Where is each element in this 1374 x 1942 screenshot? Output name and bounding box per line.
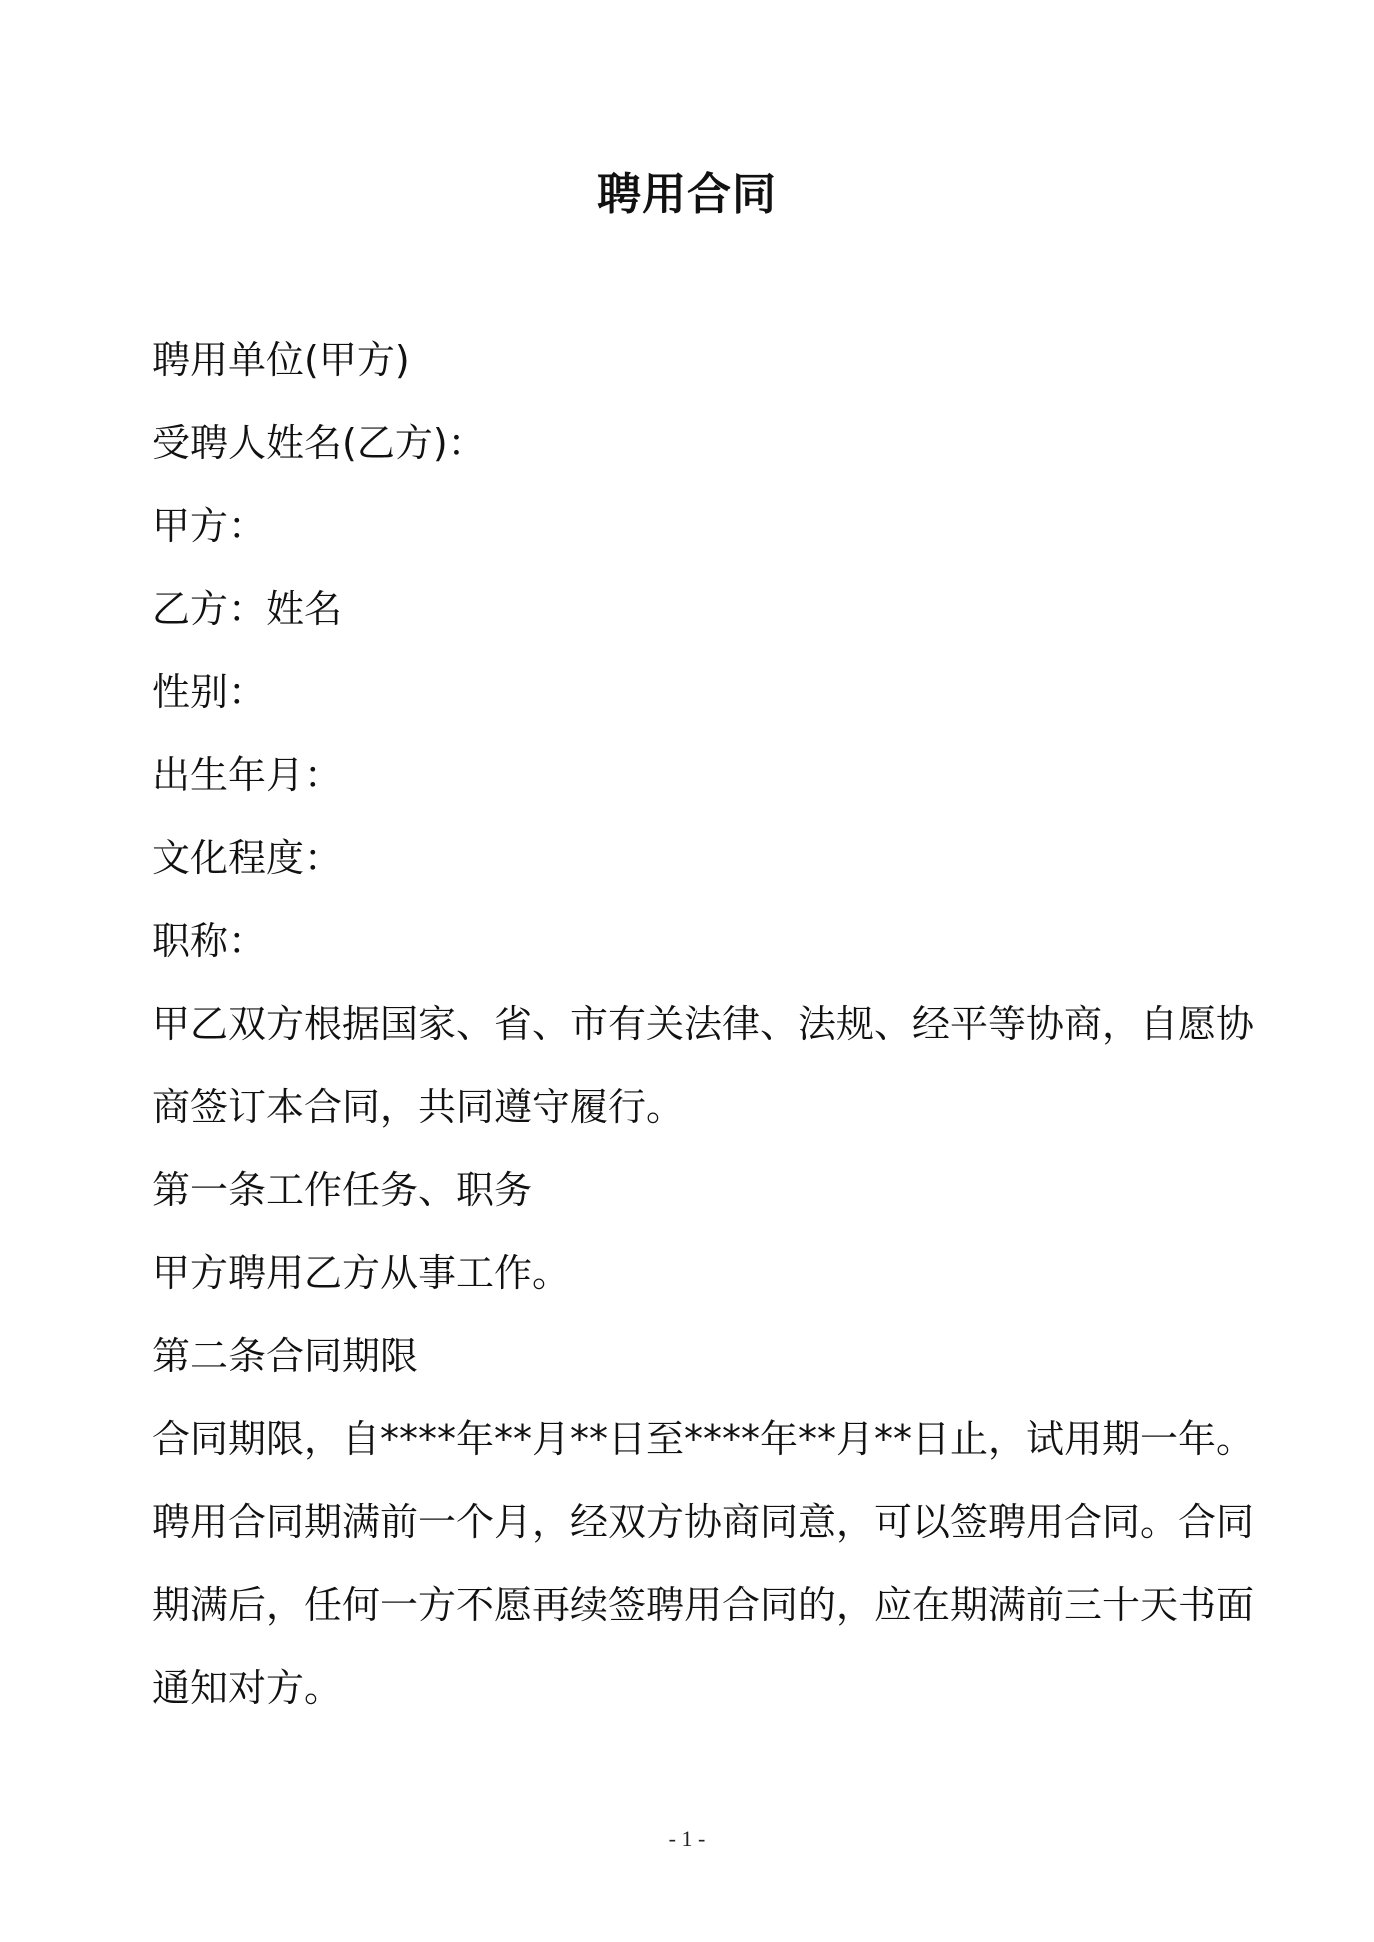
article-1-heading: 第一条工作任务、职务 [152,1168,533,1212]
employer-line: 聘用单位(甲方) [152,338,410,382]
article-2-text-2: 聘用合同期满前一个月，经双方协商同意，可以签聘用合同。合同 [152,1500,1255,1544]
party-a-line: 甲方： [152,504,267,548]
preamble-line-1: 甲乙双方根据国家、省、市有关法律、法规、经平等协商，自愿协 [152,1002,1255,1046]
preamble-line-2: 商签订本合同，共同遵守履行。 [152,1085,685,1129]
page-number: - 1 - [668,1826,706,1851]
title-rank-line: 职称： [152,919,267,963]
article-2-text-3: 期满后，任何一方不愿再续签聘用合同的，应在期满前三十天书面 [152,1583,1255,1627]
article-2-heading: 第二条合同期限 [152,1334,419,1378]
party-b-line: 乙方：姓名 [152,587,343,631]
contract-body [152,319,1255,1730]
gender-line: 性别： [152,670,267,714]
education-line: 文化程度： [152,836,343,880]
document-title: 聘用合同 [597,169,777,220]
birth-date-line: 出生年月： [152,753,343,797]
article-2-text-4: 通知对方。 [152,1666,343,1710]
employee-name-line: 受聘人姓名(乙方)： [152,421,486,465]
article-1-text: 甲方聘用乙方从事工作。 [152,1251,571,1295]
article-2-text-1: 合同期限，自****年**月**日至****年**月**日止，试用期一年。 [152,1417,1255,1461]
